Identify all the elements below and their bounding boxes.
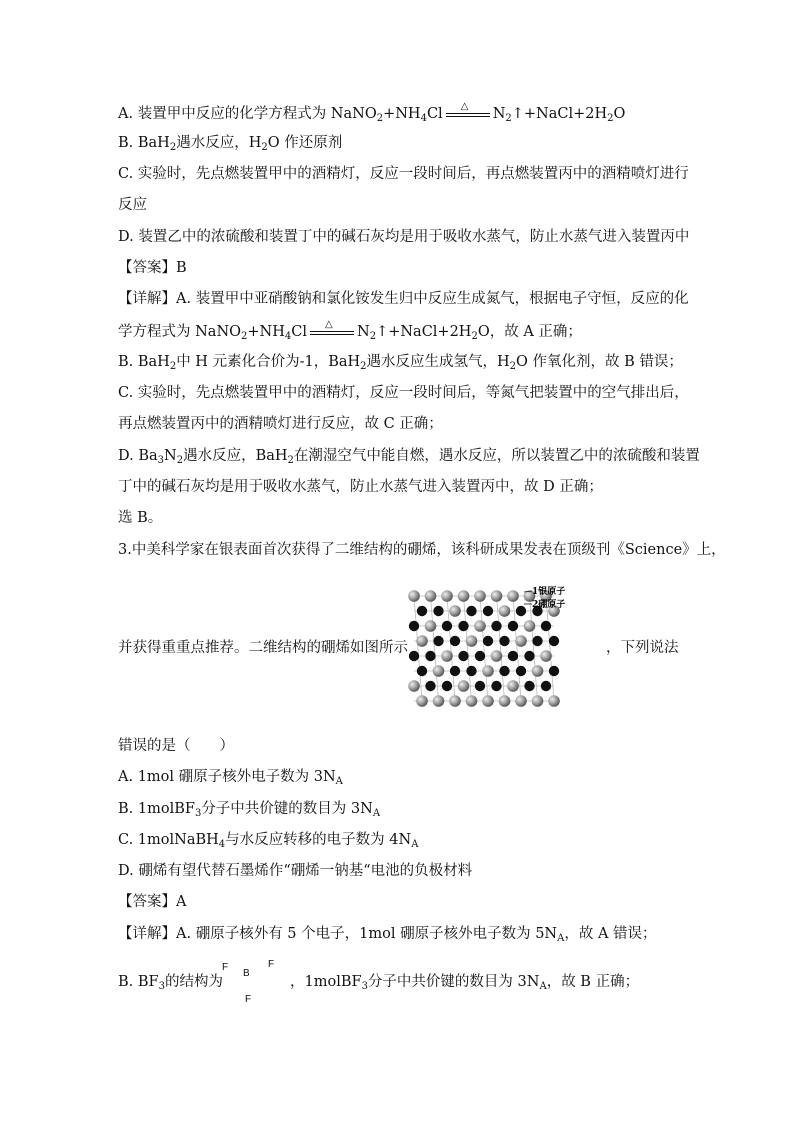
heat-arrow: △ (308, 320, 356, 338)
q3-stem-pre: 并获得重重点推荐。二维结构的硼烯如图所示 (118, 640, 408, 656)
silver-atom (548, 695, 560, 707)
silver-atom (491, 650, 503, 662)
q2-detail-d-line1: D. $Ba_3N_2$遇水反应，BaH$_2$在潮湿空气中能自燃，遇水反应，所以装置乙中的浓硫酸和装置 (118, 448, 700, 466)
silver-atom (482, 665, 494, 677)
boron-atom (524, 681, 534, 691)
silver-atom (540, 650, 552, 662)
silver-atom (458, 680, 470, 692)
silver-atom (474, 620, 486, 632)
boron-atom (483, 606, 493, 616)
boron-atom (433, 636, 443, 646)
silver-atom (416, 695, 428, 707)
q3-option-d: D. 硼烯有望代替石墨烯作“硼烯一钠基“电池的负极材料 (118, 863, 473, 879)
silver-atom (408, 680, 420, 692)
q3-stem-line1: 3.中美科学家在银表面首次获得了二维结构的硼烯，该科研成果发表在顶级刊《Science》上， (118, 542, 726, 558)
q3-detail-b-post: ，1molBF$_3$分子中共价键的数目为 $3N_A$，故 B 正确； (290, 974, 640, 992)
boron-atom (450, 666, 460, 676)
silver-atom (507, 590, 519, 602)
silver-atom (507, 680, 519, 692)
boron-atom (409, 621, 419, 631)
q2-option-b: B. BaH$_2$遇水反应，$H_2O$ 作还原剂 (118, 135, 343, 153)
silver-atom (474, 590, 486, 602)
heat-arrow: △ (444, 102, 492, 120)
boron-atom (508, 651, 518, 661)
boron-atom (475, 651, 485, 661)
boron-atom (442, 681, 452, 691)
boron-atom (541, 681, 551, 691)
q3-option-b: B. 1molBF$_3$分子中共价键的数目为 $3N_A$ (118, 801, 381, 819)
boron-atom (483, 636, 493, 646)
q2-option-a: A. 装置甲中反应的化学方程式为 $NaNO_2+NH_4Cl$ △ $N_2↑+NaCl+2H_2O$ (118, 101, 626, 124)
boron-atom (458, 651, 468, 661)
boron-atom (524, 651, 534, 661)
bf3-structure-diagram: F B F F (222, 959, 275, 1005)
silver-atom (524, 620, 536, 632)
silver-atom (449, 695, 461, 707)
silver-atom (499, 605, 511, 617)
boron-atom (442, 621, 452, 631)
q2-detail-d-line2: 丁中的碱石灰均是用于吸收水蒸气，防止水蒸气进入装置丙中，故 D 正确； (118, 479, 603, 495)
q3-answer: 【答案】A (118, 894, 187, 910)
q3-detail-a: 【详解】A. 硼原子核外有 5 个电子，1mol 硼原子核外电子数为 $5N_A$，故 A 错误； (118, 926, 657, 944)
figure-label-boron: 2硼原子 (532, 600, 566, 610)
q2-detail-c-line1: C. 实验时，先点燃装置甲中的酒精灯，反应一段时间后，等氮气把装置中的空气排出后， (118, 385, 689, 401)
boron-atom (532, 636, 542, 646)
silver-atom (532, 665, 544, 677)
q2-option-c-line1: C. 实验时，先点燃装置甲中的酒精灯，反应一段时间后，再点燃装置丙中的酒精喷灯进行 (118, 166, 689, 182)
boron-atom (466, 606, 476, 616)
q2-option-d: D. 装置乙中的浓硫酸和装置丁中的碱石灰均是用于吸收水蒸气，防止水蒸气进入装置丙中 (118, 229, 690, 245)
boron-atom (499, 636, 509, 646)
q2-detail-a-line2: 学方程式为 $NaNO_2+NH_4Cl$ △ $N_2↑+NaCl+2H_2O$，故 A 正确； (118, 319, 582, 342)
boron-atom (541, 621, 551, 631)
boron-atom (458, 621, 468, 631)
silver-atom (425, 620, 437, 632)
silver-atom (458, 590, 470, 602)
silver-atom (449, 605, 461, 617)
boron-atom (466, 666, 476, 676)
silver-atom (466, 635, 478, 647)
silver-atom (433, 665, 445, 677)
q3-stem-line3: 错误的是（ ） (118, 738, 234, 754)
silver-atom (408, 590, 420, 602)
figure-label-silver: 1银原子 (532, 587, 566, 597)
silver-atom (425, 590, 437, 602)
q2-option-c-line2: 反应 (118, 197, 147, 213)
q2-detail-a-line1: 【详解】A. 装置甲中亚硝酸钠和氯化铵发生归中反应生成氮气，根据电子守恒，反应的化 (118, 291, 689, 307)
silver-atom (441, 590, 453, 602)
boron-atom (409, 651, 419, 661)
silver-atom (416, 635, 428, 647)
boron-atom (491, 621, 501, 631)
boron-atom (417, 606, 427, 616)
q2-answer: 【答案】B (118, 260, 187, 276)
silver-atom (433, 695, 445, 707)
silver-atom (482, 695, 494, 707)
q3-option-c: C. 1molNaBH$_4$与水反应转移的电子数为 $4N_A$ (118, 832, 419, 850)
silver-atom (515, 635, 527, 647)
boron-atom (516, 606, 526, 616)
q3-stem-post: ，下列说法 (606, 640, 679, 656)
boron-atom (499, 666, 509, 676)
boron-atom (491, 681, 501, 691)
boron-atom (475, 681, 485, 691)
boron-atom (450, 636, 460, 646)
silver-atom (491, 590, 503, 602)
boron-atom (549, 636, 559, 646)
silver-atom (499, 695, 511, 707)
boron-atom (433, 606, 443, 616)
borophene-lattice-figure (404, 586, 592, 710)
boron-atom (425, 651, 435, 661)
q2-detail-c-line2: 再点燃装置丙中的酒精喷灯进行反应，故 C 正确； (118, 416, 443, 432)
silver-atom (515, 695, 527, 707)
silver-atom (532, 695, 544, 707)
silver-atom (441, 650, 453, 662)
boron-atom (549, 666, 559, 676)
boron-atom (417, 666, 427, 676)
boron-atom (508, 621, 518, 631)
silver-atom (466, 695, 478, 707)
boron-atom (516, 666, 526, 676)
q3-option-a: A. 1mol 硼原子核外电子数为 $3N_A$ (118, 769, 343, 787)
q2-detail-b: B. BaH$_2$中 H 元素化合价为-1，BaH$_2$遇水反应生成氢气，$H_2O$ 作氧化剂，故 B 错误； (118, 354, 683, 372)
boron-atom (425, 681, 435, 691)
q2-choose: 选 B。 (118, 510, 163, 526)
q3-detail-b-pre: B. $BF_3$的结构为 (118, 974, 223, 992)
